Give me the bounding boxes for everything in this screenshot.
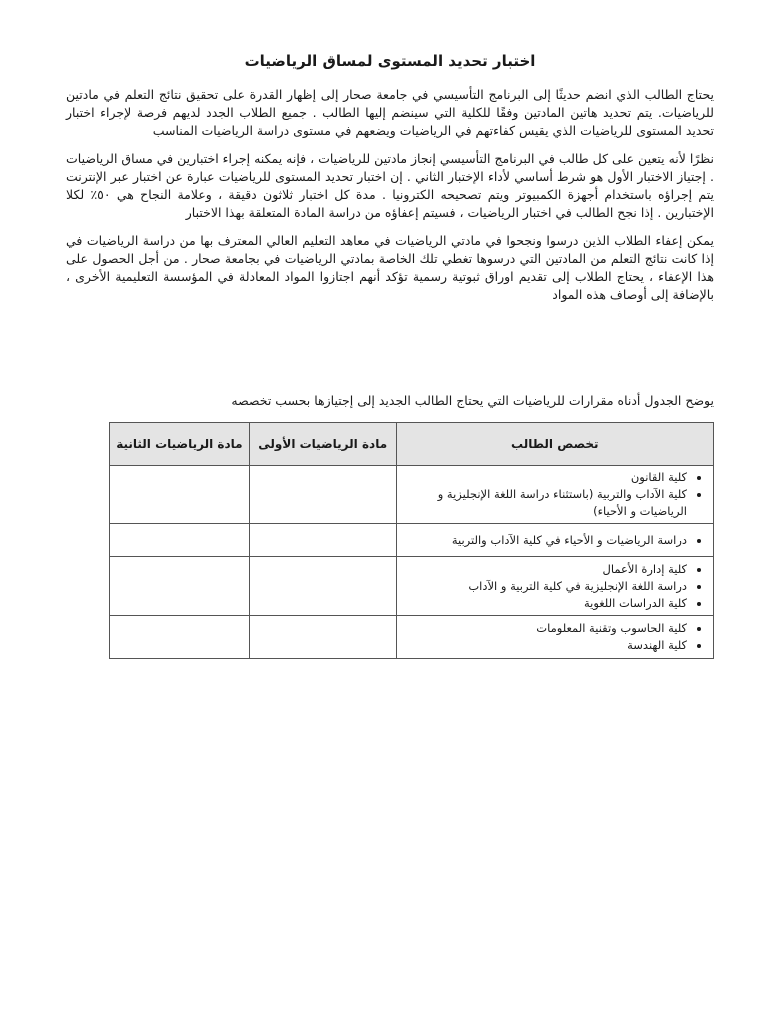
major-list <box>401 532 709 549</box>
table-row <box>110 557 714 616</box>
table-row <box>110 616 714 659</box>
second-course-cell <box>110 557 250 616</box>
major-list <box>401 469 709 520</box>
major-item: • كلية الهندسة <box>401 637 687 654</box>
major-cell <box>396 466 713 524</box>
first-course-cell <box>249 524 396 557</box>
paragraph-intro: يحتاج الطالب الذي انضم حديثًا إلى البرنامج التأسيسي في جامعة صحار إلى إظهار القدرة على تحقيق نتائج التعلم في مادتين للرياضيات. يتم تحديد هاتين المادتين وفقًا للكلية التي سينضم إليها الطالب . جميع الطلاب الجدد لديهم فرصة لإجراء اختبار تحديد المستوى للرياضيات الذي يقيس كفاءتهم في الرياضيات ويضعهم في مستوى دراسة الرياضيات المناسب <box>66 87 714 138</box>
major-cell <box>396 524 713 557</box>
major-item: • كلية الحاسوب وتقنية المعلومات <box>401 620 687 637</box>
paragraph-exemption: يمكن إعفاء الطلاب الذين درسوا ونجحوا في مادتي الرياضيات في معاهد التعليم العالي المعترف بها من دراسة الرياضيات في إذا كانت نتائج التعلم من المادتين التي درسوها تغطي تلك الخاصة بمادتي الرياضيات في بجامعة صحار . من أجل الحصول على هذا الإعفاء ، يحتاج الطلاب إلى تقديم اوراق ثبوتية رسمية تؤكد أنهم اجتازوا المواد المعادلة في المؤسسة التعليمية الأخرى ، بالإضافة إلى أوصاف هذه المواد <box>66 233 714 302</box>
major-item: • دراسة الرياضيات و الأحياء في كلية الآداب والتربية <box>401 532 687 549</box>
major-list <box>401 620 709 654</box>
major-item: • دراسة اللغة الإنجليزية في كلية التربية و الآداب <box>401 578 687 595</box>
first-course-cell <box>249 557 396 616</box>
paragraph-exam-details: نظرًا لأنه يتعين على كل طالب في البرنامج التأسيسي إنجاز مادتين للرياضيات ، فإنه يمكنه إجراء اختبارين في مساق الرياضيات . إجتياز الاختبار الأول هو شرط أساسي لأداء الإختبار الثاني . إن اختبار تحديد المستوى للرياضيات عبارة عن اختبار عبر الإنترنت يتم إجراؤه باستخدام أجهزة الكمبيوتر ويتم تصحيحه الكترونيا . مدة كل اختبار ثلاثون دقيقة ، وعلامة النجاح هي ٥٠٪ لكلا الإختبارين . إذا نجح الطالب في اختبار الرياضيات ، فسيتم إعفاؤه من دراسة المادة المتعلقة بهذا الاختبار <box>66 151 714 220</box>
major-item: • كلية إدارة الأعمال <box>401 561 687 578</box>
first-course-cell <box>249 616 396 659</box>
major-cell <box>396 557 713 616</box>
table-intro-text: يوضح الجدول أدناه مقرارات للرياضيات التي يحتاج الطالب الجديد إلى إجتيازها بحسب تخصصه <box>231 393 714 408</box>
second-course-cell <box>110 466 250 524</box>
document-page <box>66 50 714 659</box>
major-cell <box>396 616 713 659</box>
major-list <box>401 561 709 612</box>
major-item: • كلية الآداب والتربية (باستثناء دراسة اللغة الإنجليزية و الرياضيات و الأحياء) <box>401 486 687 520</box>
majors-table <box>109 422 714 659</box>
second-course-cell <box>110 524 250 557</box>
document-title: اختبار تحديد المستوى لمساق الرياضيات <box>244 52 536 70</box>
table-header-row <box>110 423 714 466</box>
first-course-cell <box>249 466 396 524</box>
header-student-major: تخصص الطالب <box>396 423 713 466</box>
table-row <box>110 524 714 557</box>
second-course-cell <box>110 616 250 659</box>
header-second-math-course: مادة الرياضيات الثانية <box>110 423 250 466</box>
table-row <box>110 466 714 524</box>
major-item: • كلية الدراسات اللغوية <box>401 595 687 612</box>
major-item: • كلية القانون <box>401 469 687 486</box>
header-first-math-course: مادة الرياضيات الأولى <box>249 423 396 466</box>
